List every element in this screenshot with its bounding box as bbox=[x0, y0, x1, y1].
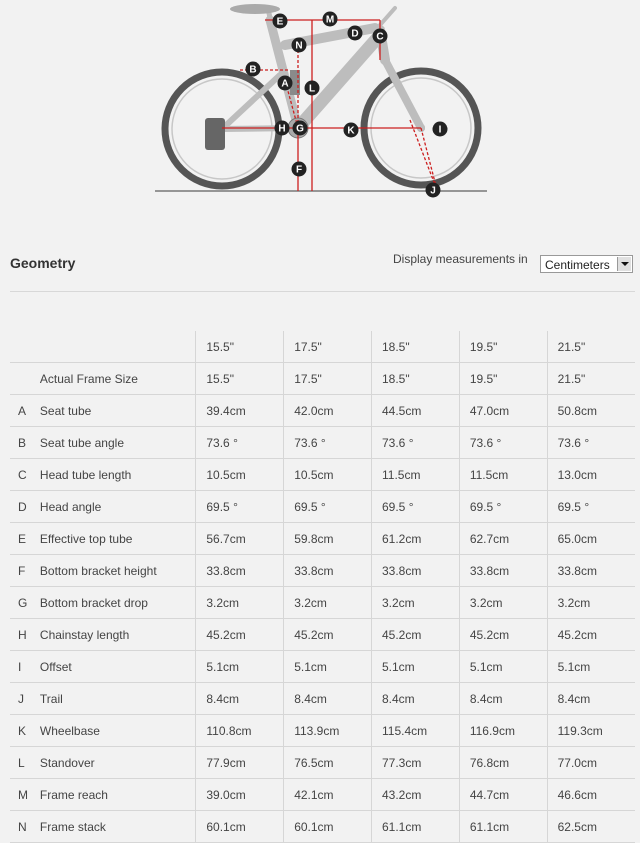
unit-select-value: Centimeters bbox=[545, 258, 610, 272]
table-cell: 69.5 ° bbox=[284, 491, 372, 523]
row-label: Frame reach bbox=[40, 779, 196, 811]
table-row bbox=[10, 747, 635, 779]
table-cell: 59.8cm bbox=[284, 523, 372, 555]
marker-j bbox=[426, 183, 441, 198]
table-cell: 5.1cm bbox=[372, 651, 460, 683]
table-cell: 50.8cm bbox=[547, 395, 635, 427]
row-label: Bottom bracket height bbox=[40, 555, 196, 587]
table-cell: 42.0cm bbox=[284, 395, 372, 427]
svg-text:M: M bbox=[325, 14, 335, 26]
table-cell: 3.2cm bbox=[547, 587, 635, 619]
table-cell: 18.5" bbox=[372, 363, 460, 395]
size-header: 15.5" bbox=[196, 331, 284, 363]
table-cell: 19.5" bbox=[459, 363, 547, 395]
marker-b bbox=[246, 62, 261, 77]
svg-text:K: K bbox=[347, 125, 355, 137]
marker-d bbox=[348, 26, 363, 41]
row-label: Frame stack bbox=[40, 811, 196, 843]
svg-text:H: H bbox=[278, 123, 286, 135]
table-row bbox=[10, 363, 635, 395]
marker-c bbox=[373, 29, 388, 44]
table-cell: 110.8cm bbox=[196, 715, 284, 747]
table-cell: 61.2cm bbox=[372, 523, 460, 555]
size-header: 19.5" bbox=[459, 331, 547, 363]
row-letter: C bbox=[10, 459, 40, 491]
svg-text:F: F bbox=[295, 164, 303, 176]
table-cell: 8.4cm bbox=[196, 683, 284, 715]
table-cell: 10.5cm bbox=[196, 459, 284, 491]
table-cell: 45.2cm bbox=[372, 619, 460, 651]
table-cell: 3.2cm bbox=[372, 587, 460, 619]
table-row bbox=[10, 491, 635, 523]
table-cell: 62.5cm bbox=[547, 811, 635, 843]
table-row bbox=[10, 619, 635, 651]
row-label: Seat tube bbox=[40, 395, 196, 427]
table-cell: 45.2cm bbox=[284, 619, 372, 651]
row-label: Actual Frame Size bbox=[40, 363, 196, 395]
table-row bbox=[10, 395, 635, 427]
marker-g bbox=[293, 121, 308, 136]
table-cell: 43.2cm bbox=[372, 779, 460, 811]
table-cell: 3.2cm bbox=[196, 587, 284, 619]
table-row bbox=[10, 523, 635, 555]
table-cell: 10.5cm bbox=[284, 459, 372, 491]
bike-illustration bbox=[0, 0, 640, 205]
table-cell: 33.8cm bbox=[547, 555, 635, 587]
header-divider bbox=[10, 291, 635, 292]
table-cell: 5.1cm bbox=[196, 651, 284, 683]
table-cell: 44.5cm bbox=[372, 395, 460, 427]
svg-text:C: C bbox=[376, 31, 384, 43]
geometry-table bbox=[10, 331, 635, 843]
table-cell: 76.5cm bbox=[284, 747, 372, 779]
table-cell: 33.8cm bbox=[372, 555, 460, 587]
row-letter: L bbox=[10, 747, 40, 779]
geometry-title: Geometry bbox=[10, 255, 76, 271]
row-letter: F bbox=[10, 555, 40, 587]
row-letter: G bbox=[10, 587, 40, 619]
table-cell: 47.0cm bbox=[459, 395, 547, 427]
row-letter: B bbox=[10, 427, 40, 459]
row-label: Head tube length bbox=[40, 459, 196, 491]
table-cell: 76.8cm bbox=[459, 747, 547, 779]
table-cell: 45.2cm bbox=[459, 619, 547, 651]
row-label: Head angle bbox=[40, 491, 196, 523]
derailleur bbox=[205, 118, 225, 150]
svg-text:A: A bbox=[281, 78, 289, 90]
table-cell: 5.1cm bbox=[459, 651, 547, 683]
row-letter: H bbox=[10, 619, 40, 651]
table-row bbox=[10, 555, 635, 587]
table-cell: 39.0cm bbox=[196, 779, 284, 811]
svg-text:J: J bbox=[430, 185, 436, 197]
table-cell: 60.1cm bbox=[284, 811, 372, 843]
table-cell: 73.6 ° bbox=[372, 427, 460, 459]
row-label: Bottom bracket drop bbox=[40, 587, 196, 619]
row-letter: J bbox=[10, 683, 40, 715]
unit-select[interactable] bbox=[540, 255, 633, 273]
table-row bbox=[10, 459, 635, 491]
table-cell: 56.7cm bbox=[196, 523, 284, 555]
table-cell: 13.0cm bbox=[547, 459, 635, 491]
bike-geometry-diagram bbox=[0, 0, 640, 205]
display-measurements-label: Display measurements in bbox=[393, 252, 528, 266]
svg-text:I: I bbox=[438, 124, 442, 136]
row-letter bbox=[10, 363, 40, 395]
geometry-header bbox=[0, 240, 640, 290]
table-cell: 69.5 ° bbox=[459, 491, 547, 523]
table-cell: 39.4cm bbox=[196, 395, 284, 427]
table-cell: 5.1cm bbox=[284, 651, 372, 683]
row-letter: D bbox=[10, 491, 40, 523]
marker-h bbox=[275, 121, 290, 136]
table-cell: 69.5 ° bbox=[547, 491, 635, 523]
table-cell: 21.5" bbox=[547, 363, 635, 395]
table-cell: 17.5" bbox=[284, 363, 372, 395]
table-cell: 33.8cm bbox=[196, 555, 284, 587]
svg-text:L: L bbox=[308, 83, 316, 95]
table-row bbox=[10, 587, 635, 619]
marker-i bbox=[433, 122, 448, 137]
table-cell: 113.9cm bbox=[284, 715, 372, 747]
row-letter: N bbox=[10, 811, 40, 843]
table-cell: 44.7cm bbox=[459, 779, 547, 811]
marker-l bbox=[305, 81, 320, 96]
table-cell: 3.2cm bbox=[459, 587, 547, 619]
table-cell: 115.4cm bbox=[372, 715, 460, 747]
row-label: Standover bbox=[40, 747, 196, 779]
table-cell: 15.5" bbox=[196, 363, 284, 395]
table-cell: 11.5cm bbox=[372, 459, 460, 491]
row-letter: M bbox=[10, 779, 40, 811]
table-cell: 116.9cm bbox=[459, 715, 547, 747]
row-label: Chainstay length bbox=[40, 619, 196, 651]
size-header: 18.5" bbox=[372, 331, 460, 363]
table-cell: 33.8cm bbox=[459, 555, 547, 587]
table-cell: 60.1cm bbox=[196, 811, 284, 843]
svg-text:E: E bbox=[276, 16, 284, 28]
table-cell: 77.9cm bbox=[196, 747, 284, 779]
table-cell: 73.6 ° bbox=[547, 427, 635, 459]
table-cell: 61.1cm bbox=[372, 811, 460, 843]
row-label: Effective top tube bbox=[40, 523, 196, 555]
table-cell: 8.4cm bbox=[459, 683, 547, 715]
table-cell: 73.6 ° bbox=[459, 427, 547, 459]
table-cell: 69.5 ° bbox=[196, 491, 284, 523]
table-cell: 77.0cm bbox=[547, 747, 635, 779]
marker-k bbox=[344, 123, 359, 138]
table-row bbox=[10, 427, 635, 459]
table-cell: 69.5 ° bbox=[372, 491, 460, 523]
table-cell: 119.3cm bbox=[547, 715, 635, 747]
row-label: Seat tube angle bbox=[40, 427, 196, 459]
table-cell: 42.1cm bbox=[284, 779, 372, 811]
table-row bbox=[10, 779, 635, 811]
row-letter: E bbox=[10, 523, 40, 555]
table-cell: 8.4cm bbox=[284, 683, 372, 715]
table-cell: 73.6 ° bbox=[196, 427, 284, 459]
table-cell: 11.5cm bbox=[459, 459, 547, 491]
marker-a bbox=[278, 76, 293, 91]
row-letter: K bbox=[10, 715, 40, 747]
svg-text:B: B bbox=[249, 64, 257, 76]
svg-text:G: G bbox=[296, 123, 304, 135]
table-cell: 65.0cm bbox=[547, 523, 635, 555]
table-cell: 46.6cm bbox=[547, 779, 635, 811]
header-letter-cell bbox=[10, 331, 40, 363]
row-label: Wheelbase bbox=[40, 715, 196, 747]
chevron-down-icon[interactable] bbox=[617, 257, 631, 271]
row-label: Trail bbox=[40, 683, 196, 715]
table-row bbox=[10, 811, 635, 843]
table-row bbox=[10, 651, 635, 683]
table-header-row bbox=[10, 331, 635, 363]
table-cell: 8.4cm bbox=[547, 683, 635, 715]
table-cell: 62.7cm bbox=[459, 523, 547, 555]
table-cell: 5.1cm bbox=[547, 651, 635, 683]
size-header: 21.5" bbox=[547, 331, 635, 363]
table-cell: 77.3cm bbox=[372, 747, 460, 779]
table-cell: 73.6 ° bbox=[284, 427, 372, 459]
table-row bbox=[10, 715, 635, 747]
row-letter: I bbox=[10, 651, 40, 683]
svg-text:D: D bbox=[351, 28, 359, 40]
table-cell: 45.2cm bbox=[196, 619, 284, 651]
saddle bbox=[230, 4, 280, 14]
svg-text:N: N bbox=[295, 40, 303, 52]
table-row bbox=[10, 683, 635, 715]
marker-n bbox=[292, 38, 307, 53]
marker-e bbox=[273, 14, 288, 29]
table-cell: 33.8cm bbox=[284, 555, 372, 587]
table-cell: 3.2cm bbox=[284, 587, 372, 619]
row-letter: A bbox=[10, 395, 40, 427]
marker-m bbox=[323, 12, 338, 27]
header-name-cell bbox=[40, 331, 196, 363]
table-cell: 8.4cm bbox=[372, 683, 460, 715]
table-cell: 61.1cm bbox=[459, 811, 547, 843]
marker-f bbox=[292, 162, 307, 177]
size-header: 17.5" bbox=[284, 331, 372, 363]
row-label: Offset bbox=[40, 651, 196, 683]
table-cell: 45.2cm bbox=[547, 619, 635, 651]
